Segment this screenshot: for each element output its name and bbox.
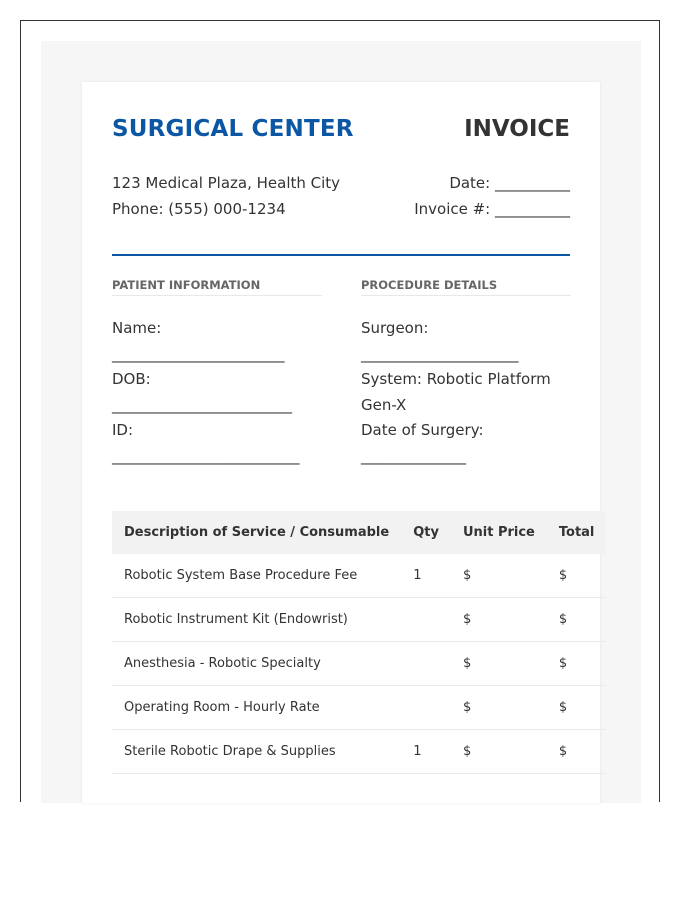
header-divider bbox=[112, 254, 570, 256]
invoice-meta bbox=[414, 170, 570, 222]
patient-id-field: ID: _________________________ bbox=[112, 421, 300, 465]
page-backdrop bbox=[41, 41, 641, 803]
row-qty bbox=[401, 642, 451, 686]
invoice-sheet bbox=[82, 82, 600, 803]
row-qty bbox=[401, 598, 451, 642]
company-phone: Phone: (555) 000-1234 bbox=[112, 200, 286, 218]
table-row bbox=[112, 730, 606, 774]
document-frame bbox=[20, 20, 660, 802]
row-unit-price: $ bbox=[451, 686, 547, 730]
patient-dob-field: DOB: ________________________ bbox=[112, 370, 292, 414]
system-field: System: Robotic Platform Gen-X bbox=[361, 370, 551, 414]
row-description: Sterile Robotic Drape & Supplies bbox=[112, 730, 401, 774]
row-qty: 1 bbox=[401, 730, 451, 774]
company-name: SURGICAL CENTER bbox=[112, 116, 354, 142]
column-header-unit-price: Unit Price bbox=[451, 511, 547, 554]
company-address: 123 Medical Plaza, Health City bbox=[112, 174, 341, 192]
surgery-date-field: Date of Surgery: ______________ bbox=[361, 421, 484, 465]
patient-section bbox=[112, 278, 322, 469]
row-unit-price: $ bbox=[451, 554, 547, 598]
column-header-description: Description of Service / Consumable bbox=[112, 511, 401, 554]
row-qty bbox=[401, 686, 451, 730]
row-qty: 1 bbox=[401, 554, 451, 598]
row-total: $ bbox=[547, 730, 607, 774]
row-description: Robotic Instrument Kit (Endowrist) bbox=[112, 598, 401, 642]
invoice-date: Date: __________ bbox=[449, 174, 570, 192]
row-total: $ bbox=[547, 598, 607, 642]
row-description: Anesthesia - Robotic Specialty bbox=[112, 642, 401, 686]
table-header-row bbox=[112, 511, 606, 554]
company-contact bbox=[112, 170, 340, 222]
document-title: INVOICE bbox=[464, 116, 570, 142]
procedure-section bbox=[361, 278, 571, 469]
table-row bbox=[112, 642, 606, 686]
table-row bbox=[112, 554, 606, 598]
row-total: $ bbox=[547, 686, 607, 730]
row-description: Operating Room - Hourly Rate bbox=[112, 686, 401, 730]
row-unit-price: $ bbox=[451, 642, 547, 686]
procedure-heading: PROCEDURE DETAILS bbox=[361, 278, 571, 296]
table-row bbox=[112, 598, 606, 642]
row-unit-price: $ bbox=[451, 730, 547, 774]
services-table bbox=[112, 511, 606, 774]
surgeon-field: Surgeon: _____________________ bbox=[361, 319, 519, 363]
patient-name-field: Name: _______________________ bbox=[112, 319, 285, 363]
row-total: $ bbox=[547, 642, 607, 686]
column-header-qty: Qty bbox=[401, 511, 451, 554]
row-total: $ bbox=[547, 554, 607, 598]
table-row bbox=[112, 686, 606, 730]
column-header-total: Total bbox=[547, 511, 607, 554]
patient-heading: PATIENT INFORMATION bbox=[112, 278, 322, 296]
row-unit-price: $ bbox=[451, 598, 547, 642]
invoice-number: Invoice #: __________ bbox=[414, 200, 570, 218]
row-description: Robotic System Base Procedure Fee bbox=[112, 554, 401, 598]
